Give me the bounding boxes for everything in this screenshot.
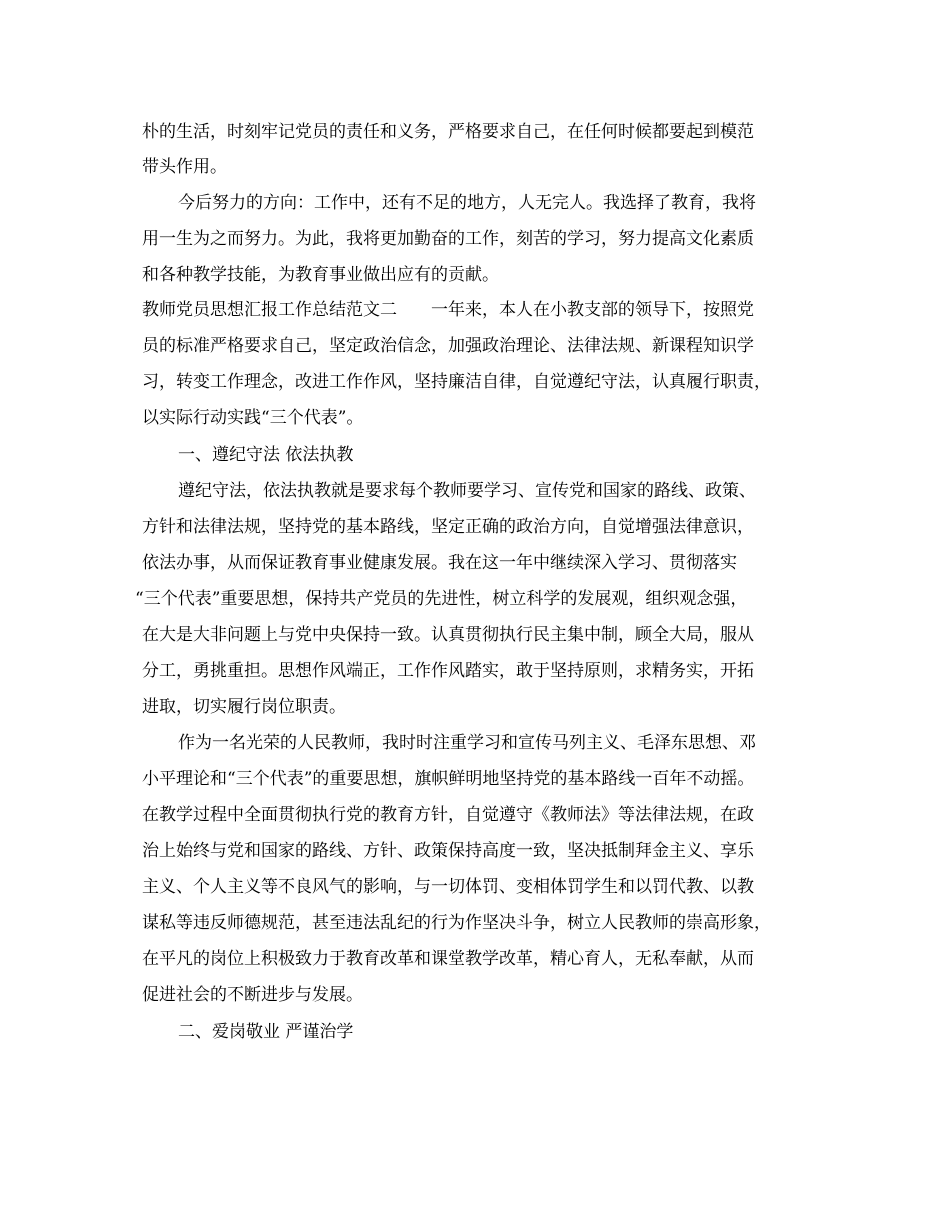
text-line: 在大是大非问题上与党中央保持一致。认真贯彻执行民主集中制，顾全大局，服从 [142,625,754,645]
text-line: 作为一名光荣的人民教师，我时时注重学习和宣传马列主义、毛泽东思想、邓 [178,733,756,753]
text-line: 治上始终与党和国家的路线、方针、政策保持高度一致，坚决抵制拜金主义、享乐 [142,841,754,861]
text-line: 依法办事，从而保证教育事业健康发展。我在这一年中继续深入学习、贯彻落实 [142,553,737,573]
text-line: 用一生为之而努力。为此，我将更加勤奋的工作，刻苦的学习，努力提高文化素质 [142,229,754,249]
text-line: 主义、个人主义等不良风气的影响，与一切体罚、变相体罚学生和以罚代教、以教 [142,877,754,897]
text-line: 在平凡的岗位上积极致力于教育改革和课堂教学改革，精心育人，无私奉献，从而 [142,949,754,969]
text-line: 分工，勇挑重担。思想作风端正，工作作风踏实，敢于坚持原则，求精务实，开拓 [142,661,754,681]
text-line: 促进社会的不断进步与发展。 [142,985,363,1005]
text-line: “三个代表”重要思想，保持共产党员的先进性，树立科学的发展观，组织观念强， [135,589,748,609]
section-heading: 二、爱岗敬业 严谨治学 [178,1022,354,1042]
text-line: 谋私等违反师德规范，甚至违法乱纪的行为作坚决斗争，树立人民教师的崇高形象， [142,913,771,933]
text-line: 进取，切实履行岗位职责。 [142,697,346,717]
text-line: 方针和法律法规，坚持党的基本路线，坚定正确的政治方向，自觉增强法律意识， [142,517,754,537]
text-line: 在教学过程中全面贯彻执行党的教育方针，自觉遵守《教师法》等法律法规，在政 [142,805,754,825]
text-line: 以实际行动实践“三个代表”。 [142,408,364,428]
text-line: 小平理论和“三个代表”的重要思想，旗帜鲜明地坚持党的基本路线一百年不动摇。 [142,769,755,789]
section-heading: 一、遵纪守法 依法执教 [178,445,354,465]
text-line: 遵纪守法，依法执教就是要求每个教师要学习、宣传党和国家的路线、政策、 [178,481,756,501]
text-line: 习，转变工作理念，改进工作作风，坚持廉洁自律，自觉遵纪守法，认真履行职责， [142,372,771,392]
text-line: 今后努力的方向：工作中，还有不足的地方，人无完人。我选择了教育，我将 [178,193,756,213]
text-line: 教师党员思想汇报工作总结范文二 一年来，本人在小教支部的领导下，按照党 [142,300,754,320]
text-line: 和各种教学技能，为教育事业做出应有的贡献。 [142,265,499,285]
text-line: 带头作用。 [142,157,227,177]
text-line: 朴的生活，时刻牢记党员的责任和义务，严格要求自己，在任何时候都要起到模范 [142,122,754,142]
text-line: 员的标准严格要求自己，坚定政治信念，加强政治理论、法律法规、新课程知识学 [142,336,754,356]
